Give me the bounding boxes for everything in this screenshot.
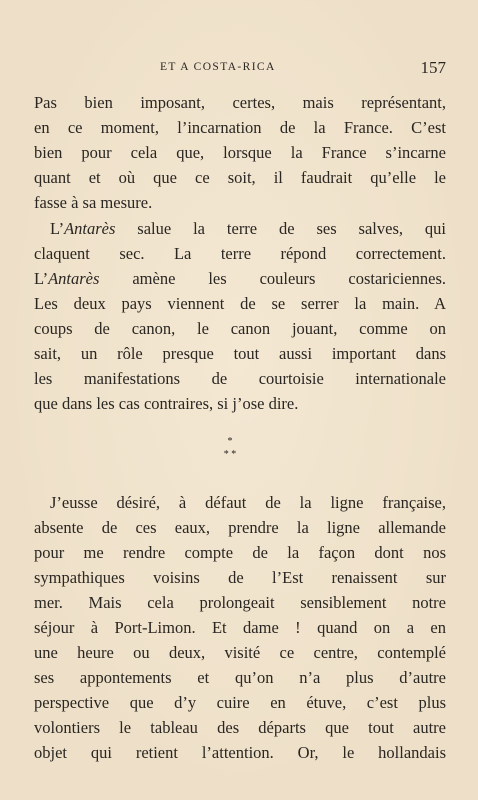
text-line: L’Antarès salue la terre de ses salves, qui: [50, 219, 446, 238]
text-line: claquent sec. La terre répond correctement.: [34, 244, 446, 263]
text-line: perspective que d’y cuire en étuve, c’est plus: [34, 693, 446, 712]
text-line: une heure ou deux, visité ce centre, contemplé: [34, 643, 446, 662]
text-line: séjour à Port-Limon. Et dame ! quand on a en: [34, 618, 446, 637]
text-line: absente de ces eaux, prendre la ligne allemande: [34, 518, 446, 537]
text-line: sait, un rôle presque tout aussi important dans: [34, 344, 446, 363]
text-line: fasse à sa mesure.: [34, 193, 153, 212]
text-line: ses appontements et qu’on n’a plus d’autre: [34, 668, 446, 687]
text-line: que dans les cas contraires, si j’ose dire.: [34, 394, 299, 413]
text-line: L’Antarès amène les couleurs costariciennes.: [34, 269, 446, 288]
ship-name: Antarès: [64, 219, 116, 238]
text-line: objet qui retient l’attention. Or, le hollandais: [34, 743, 446, 762]
text-line: quant et où que ce soit, il faudrait qu’elle le: [34, 168, 446, 187]
text-line: bien pour cela que, lorsque la France s’incarne: [34, 143, 446, 162]
section-break-bottom: * *: [223, 449, 237, 460]
ship-name: Antarès: [48, 269, 100, 288]
text-line: en ce moment, l’incarnation de la France. C’est: [34, 118, 446, 137]
text-line: Pas bien imposant, certes, mais représentant,: [34, 93, 446, 112]
text-line: sympathiques voisins de l’Est renaissent sur: [34, 568, 446, 587]
text-line: J’eusse désiré, à défaut de la ligne française,: [50, 493, 446, 512]
running-head: [34, 59, 446, 79]
text-line: pour me rendre compte de la façon dont nos: [34, 543, 446, 562]
text-line: mer. Mais cela prolongeait sensiblement notre: [34, 593, 446, 612]
text-line: les manifestations de courtoisie internationale: [34, 369, 446, 388]
section-break-top: *: [227, 436, 233, 447]
text-line: Les deux pays viennent de se serrer la main. A: [34, 294, 446, 313]
running-title: ET A COSTA-RICA: [160, 61, 276, 73]
page-number: 157: [420, 58, 446, 77]
text-line: volontiers le tableau des départs que tout autre: [34, 718, 446, 737]
text-line: coups de canon, le canon jouant, comme on: [34, 319, 446, 338]
